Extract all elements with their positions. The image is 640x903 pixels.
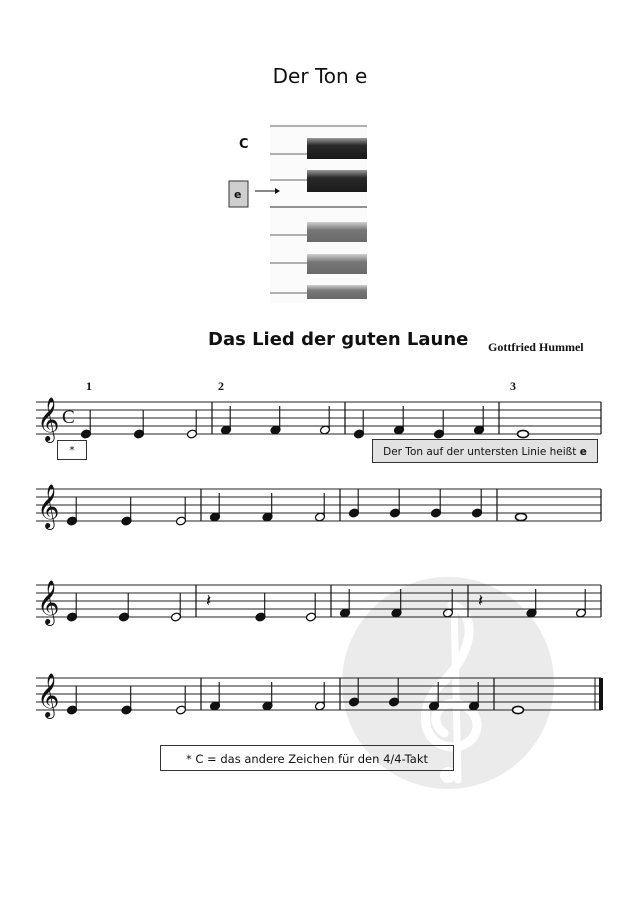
composer: Gottfried Hummel — [488, 340, 584, 354]
time-signature: C — [62, 407, 75, 428]
page-title: Der Ton e — [272, 64, 368, 88]
quarter-rest: 𝄽 — [206, 591, 212, 611]
measure-number: 1 — [86, 379, 92, 393]
whole-note — [518, 430, 529, 437]
key-label-e: e — [234, 188, 242, 201]
quarter-rest: 𝄽 — [478, 591, 484, 611]
treble-clef-icon: 𝄞 — [37, 673, 60, 717]
info-note: e — [579, 446, 587, 458]
treble-clef-icon: 𝄞 — [37, 397, 60, 441]
song-title: Das Lied der guten Laune — [208, 329, 469, 350]
key-label-c: C — [239, 137, 249, 152]
measure-number: 2 — [218, 379, 224, 393]
treble-clef-icon: 𝄞 — [37, 484, 60, 528]
treble-clef-icon: 𝄞 — [37, 580, 60, 624]
info-box — [372, 439, 598, 463]
measure-number: 3 — [510, 379, 516, 393]
info-text: Der Ton auf der untersten Linie heißt — [383, 446, 577, 458]
whole-note — [513, 706, 524, 713]
whole-note — [516, 513, 527, 520]
asterisk-marker: * — [57, 440, 87, 460]
footnote: * C = das andere Zeichen für den 4/4-Takt — [160, 745, 454, 771]
